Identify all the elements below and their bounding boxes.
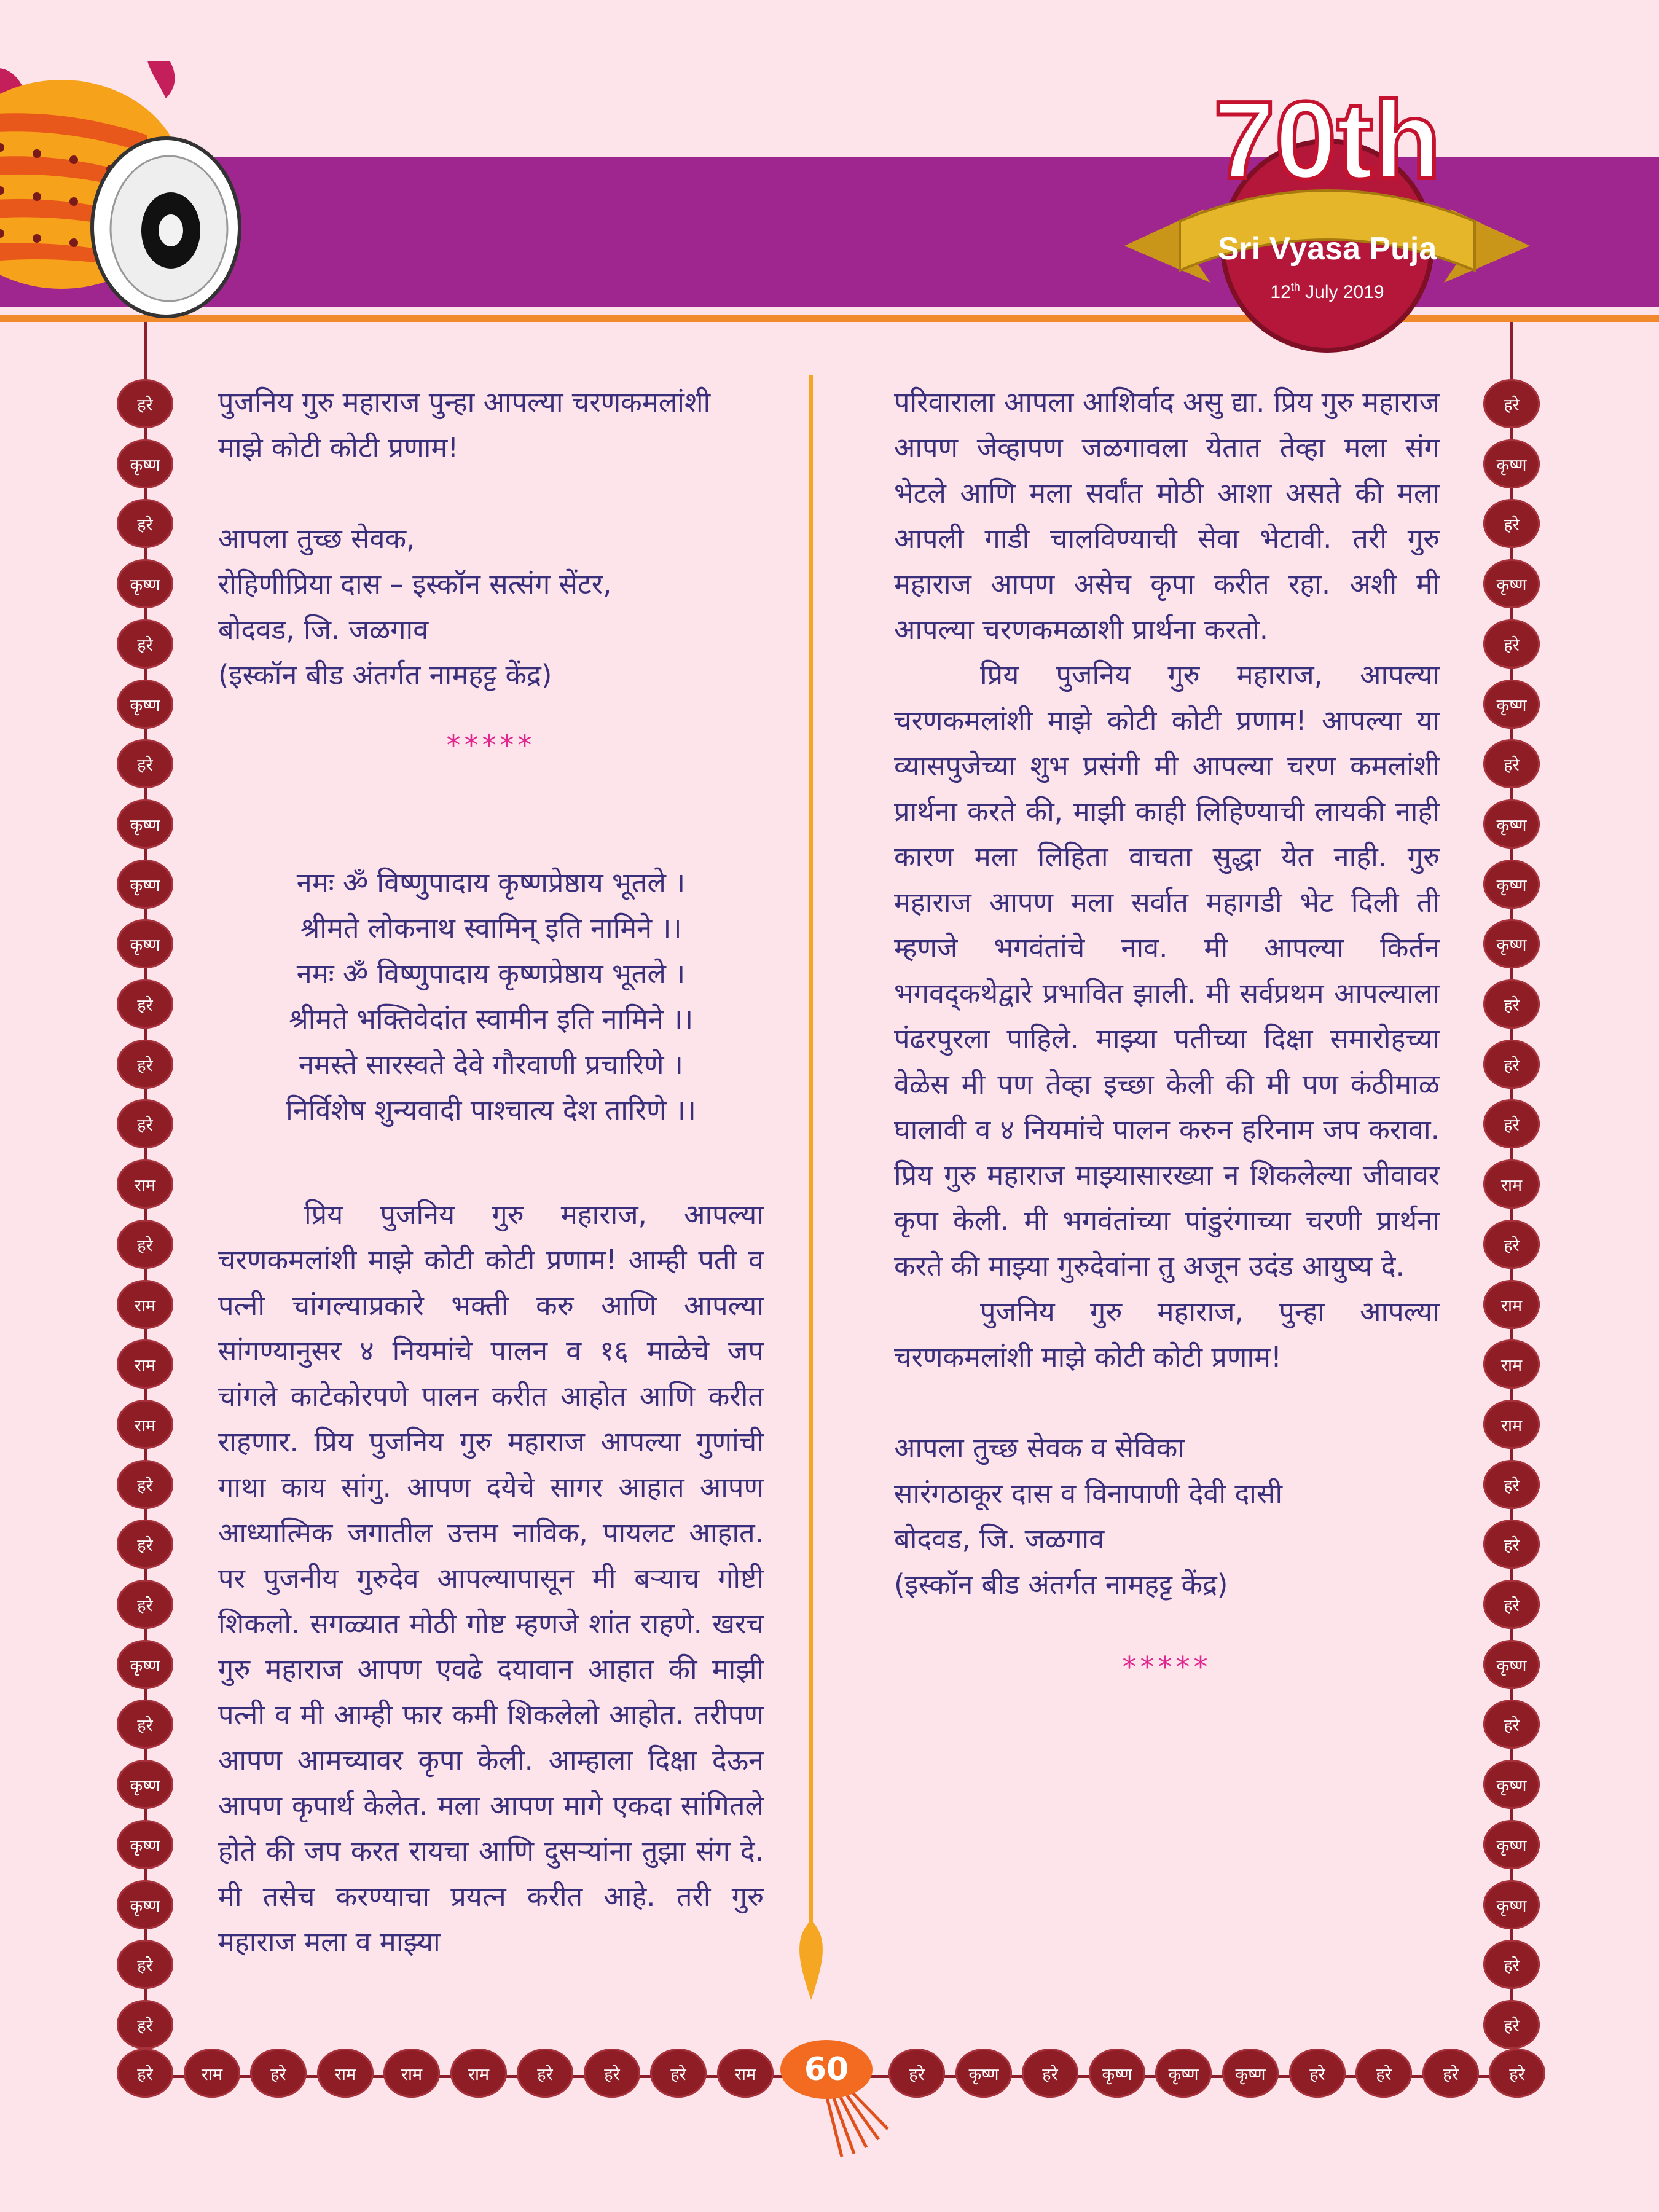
- bead-left: कृष्ण: [117, 1640, 173, 1689]
- bead-right: हरे: [1483, 1940, 1540, 1989]
- bead-left: कृष्ण: [117, 559, 173, 608]
- bead-bottom: राम: [717, 2049, 774, 2098]
- bead-left: कृष्ण: [117, 919, 173, 968]
- bead-left: हरे: [117, 1040, 173, 1089]
- bead-left: हरे: [117, 1220, 173, 1269]
- drum-illustration: [0, 61, 283, 320]
- bead-right: कृष्ण: [1483, 860, 1540, 909]
- bead-right: हरे: [1483, 1460, 1540, 1509]
- bead-right: राम: [1483, 1159, 1540, 1209]
- bead-bottom: कृष्ण: [955, 2049, 1012, 2098]
- bead-right: कृष्ण: [1483, 1820, 1540, 1869]
- bead-bottom: हरे: [250, 2049, 307, 2098]
- bead-right: राम: [1483, 1400, 1540, 1449]
- right-paragraph-3: पुजनिय गुरु महाराज, पुन्हा आपल्या चरणकमलांशी माझे कोटी कोटी प्रणाम!: [894, 1295, 1440, 1373]
- bead-left: हरे: [117, 499, 173, 548]
- bead-right: कृष्ण: [1483, 799, 1540, 849]
- bead-right: कृष्ण: [1483, 1880, 1540, 1929]
- bead-bottom: हरे: [1422, 2049, 1479, 2098]
- left-opening: पुजनिय गुरु महाराज पुन्हा आपल्या चरणकमलांशी माझे कोटी कोटी प्रणाम!: [218, 386, 711, 464]
- left-paragraph: प्रिय पुजनिय गुरु महाराज, आपल्या चरणकमलांशी माझे कोटी कोटी प्रणाम! आम्ही पती व पत्नी चांगल्याप्रकारे भक्ती करु आणि आपल्या सांगण्यानुसर ४ नियमांचे पालन व १६ माळेचे जप चांगले काटेकोरपणे पालन करीत आहोत आणि करीत राहणार. प्रिय पुजनिय गुरु महाराज आपल्या गुणांची गाथा काय सांगु. आपण दयेचे सागर आहात आपण आध्यात्मिक जगातील उत्तम नाविक, पायलट आहात. पर पुजनीय गुरुदेव आपल्यापासून मी बऱ्याच गोष्टी शिकलो. सगळ्यात मोठी गोष्ट म्हणजे शांत राहणे. खरच गुरु महाराज आपण एवढे दयावान आहात की माझी पत्नी व मी आम्ही फार कमी शिकलेलो आहोत. तरीपण आपण आमच्यावर कृपा केली. आम्हाला दिक्षा देऊन आपण कृपार्थ केलेत. मला आपण मागे एकदा सांगितले होते की जप करत रायचा आणि दुसऱ्यांना तुझा संग दे. मी तसेच करण्याचा प्रयत्न करीत आहे. तरी गुरु महाराज मला व माझ्या: [218, 1198, 764, 1958]
- bead-left: हरे: [117, 1520, 173, 1569]
- bead-right: कृष्ण: [1483, 680, 1540, 729]
- bead-right: कृष्ण: [1483, 919, 1540, 968]
- bead-left: हरे: [117, 1700, 173, 1749]
- bead-left: हरे: [117, 1580, 173, 1629]
- bead-bottom: हरे: [1489, 2049, 1545, 2098]
- bead-left: राम: [117, 1159, 173, 1209]
- bead-left: हरे: [117, 1460, 173, 1509]
- bead-left: राम: [117, 1280, 173, 1329]
- bead-bottom: हरे: [117, 2049, 173, 2098]
- bead-right: हरे: [1483, 2000, 1540, 2049]
- bead-bottom: कृष्ण: [1089, 2049, 1145, 2098]
- bead-left: कृष्ण: [117, 860, 173, 909]
- bead-bottom: कृष्ण: [1222, 2049, 1279, 2098]
- left-column: [218, 380, 764, 1965]
- left-signature-line-4: (इस्कॉन बीड अंतर्गत नामहट्ट केंद्र): [218, 659, 552, 691]
- bead-right: राम: [1483, 1339, 1540, 1389]
- left-stars-separator: *****: [446, 729, 536, 762]
- right-stars-separator: *****: [1122, 1650, 1212, 1684]
- bead-right: हरे: [1483, 1700, 1540, 1749]
- bead-left: हरे: [117, 739, 173, 788]
- bead-right: हरे: [1483, 739, 1540, 788]
- bead-left: कृष्ण: [117, 1760, 173, 1809]
- bead-bottom: हरे: [1289, 2049, 1346, 2098]
- bead-right: हरे: [1483, 1099, 1540, 1148]
- bead-left: कृष्ण: [117, 680, 173, 729]
- bead-left: हरे: [117, 979, 173, 1029]
- bead-bottom: कृष्ण: [1155, 2049, 1212, 2098]
- verse-line-2: श्रीमते लोकनाथ स्वामिन् इति नामिने ।।: [300, 912, 682, 944]
- bead-right: कृष्ण: [1483, 439, 1540, 488]
- bead-left: कृष्ण: [117, 439, 173, 488]
- bead-left: हरे: [117, 2000, 173, 2049]
- bead-bottom: हरे: [584, 2049, 640, 2098]
- right-signature-line-3: बोदवड, जि. जळगाव: [894, 1523, 1105, 1555]
- bead-left: कृष्ण: [117, 799, 173, 849]
- left-signature-line-1: आपला तुच्छ सेवक,: [218, 522, 415, 555]
- right-signature-line-2: सारंगठाकूर दास व विनापाणी देवी दासी: [894, 1477, 1282, 1510]
- divider-pendant: [793, 1920, 830, 2000]
- bead-right: हरे: [1483, 1520, 1540, 1569]
- bead-right: हरे: [1483, 1580, 1540, 1629]
- bead-bottom: हरे: [1022, 2049, 1078, 2098]
- bead-bottom: राम: [450, 2049, 507, 2098]
- bead-left: हरे: [117, 379, 173, 428]
- bead-right: कृष्ण: [1483, 559, 1540, 608]
- verse-line-4: श्रीमते भक्तिवेदांत स्वामीन इति नामिने ।।: [288, 1003, 694, 1035]
- bead-right: राम: [1483, 1280, 1540, 1329]
- page-number: 60: [780, 2040, 873, 2099]
- bead-bottom: हरे: [517, 2049, 573, 2098]
- badge-number: 70th: [1213, 92, 1441, 202]
- right-signature-line-1: आपला तुच्छ सेवक व सेविका: [894, 1432, 1185, 1464]
- badge-date: 12th July 2019: [1270, 281, 1384, 302]
- bead-right: हरे: [1483, 619, 1540, 669]
- left-signature-line-2: रोहिणीप्रिया दास – इस्कॉन सत्संग सेंटर,: [218, 568, 612, 600]
- left-signature-line-3: बोदवड, जि. जळगाव: [218, 613, 429, 646]
- verse-line-1: नमः ॐ विष्णुपादाय कृष्णप्रेष्ठाय भूतले ।: [296, 866, 686, 899]
- bead-bottom: हरे: [888, 2049, 945, 2098]
- bead-right: कृष्ण: [1483, 1640, 1540, 1689]
- badge-title: Sri Vyasa Puja: [1217, 231, 1437, 267]
- bead-bottom: हरे: [650, 2049, 707, 2098]
- right-signature-line-4: (इस्कॉन बीड अंतर्गत नामहट्ट केंद्र): [894, 1568, 1228, 1601]
- bead-right: कृष्ण: [1483, 1760, 1540, 1809]
- bead-right: हरे: [1483, 1220, 1540, 1269]
- right-column: [894, 380, 1440, 1690]
- verse-line-6: निर्विशेष शुन्यवादी पाश्चात्य देश तारिणे ।।: [286, 1094, 696, 1126]
- bead-left: राम: [117, 1400, 173, 1449]
- verse-line-3: नमः ॐ विष्णुपादाय कृष्णप्रेष्ठाय भूतले ।: [296, 957, 686, 990]
- bead-left: हरे: [117, 1099, 173, 1148]
- right-paragraph-1: परिवाराला आपला आशिर्वाद असु द्या. प्रिय गुरु महाराज आपण जेव्हापण जळगावला येतात तेव्हा मला संग भेटले आणि मला सर्वांत मोठी आशा असते की मला आपली गाडी चालविण्याची सेवा भेटावी. तरी गुरु महाराज आपण असेच कृपा करीत रहा. अशी मी आपल्या चरणकमळाशी प्रार्थना करतो.: [894, 386, 1440, 646]
- bead-left: राम: [117, 1339, 173, 1389]
- bead-left: हरे: [117, 1940, 173, 1989]
- vyasa-puja-badge: [1112, 92, 1542, 363]
- bead-left: कृष्ण: [117, 1820, 173, 1869]
- bead-right: हरे: [1483, 979, 1540, 1029]
- bead-bottom: राम: [383, 2049, 440, 2098]
- bead-right: हरे: [1483, 1040, 1540, 1089]
- bead-left: हरे: [117, 619, 173, 669]
- bead-bottom: हरे: [1355, 2049, 1412, 2098]
- bead-left: कृष्ण: [117, 1880, 173, 1929]
- column-divider: [809, 375, 813, 1923]
- bead-bottom: राम: [184, 2049, 240, 2098]
- verse-line-5: नमस्ते सारस्वते देवे गौरवाणी प्रचारिणे ।: [299, 1048, 683, 1081]
- bead-bottom: राम: [317, 2049, 374, 2098]
- right-paragraph-2: प्रिय पुजनिय गुरु महाराज, आपल्या चरणकमलांशी माझे कोटी कोटी प्रणाम! आपल्या या व्यासपुजेच्या शुभ प्रसंगी मी आपल्या चरण कमलांशी प्रार्थना करते की, माझी काही लिहिण्याची लायकी नाही कारण मला लिहिता वाचता सुद्धा येत नाही. गुरु महाराज आपण मला सर्वात महागडी भेट दिली ती म्हणजे भगवंतांचे नाव. मी आपल्या किर्तन भगवद्कथेद्वारे प्रभावित झाली. मी सर्वप्रथम आपल्याला पंढरपुरला पाहिले. माझ्या पतीच्या दिक्षा समारोहच्या वेळेस मी पण तेव्हा इच्छा केली की मी पण कंठीमाळ घालावी व ४ नियमांचे पालन करुन हरिनाम जप करावा. प्रिय गुरु महाराज माझ्यासारख्या न शिकलेल्या जीवावर कृपा केली. मी भगवंतांच्या पांडुरंगाच्या चरणी प्रार्थना करते की माझ्या गुरुदेवांना तु अजून उदंड आयुष्य दे.: [894, 659, 1440, 1282]
- bead-right: हरे: [1483, 379, 1540, 428]
- bead-right: हरे: [1483, 499, 1540, 548]
